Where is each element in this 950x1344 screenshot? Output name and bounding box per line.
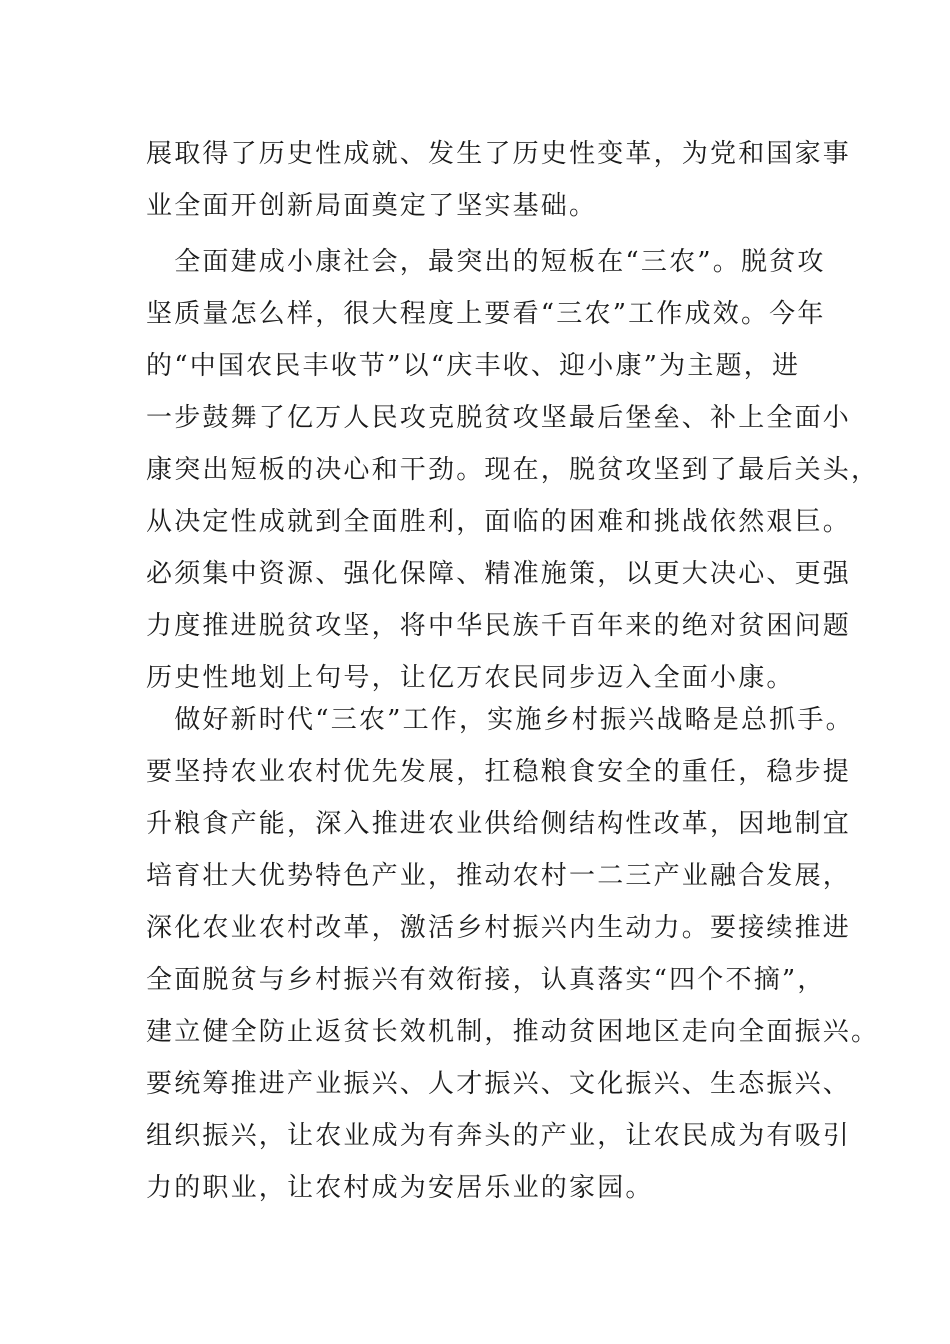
text-line: 必须集中资源、强化保障、精准施策，以更大决心、更强 (146, 559, 852, 589)
paragraph-continuation (146, 128, 852, 232)
text-line: 坚质量怎么样，很大程度上要看“三农”工作成效。今年 (146, 299, 826, 329)
text-line: 历史性地划上句号，让亿万农民同步迈入全面小康。 (146, 663, 795, 693)
text-line: 建立健全防止返贫长效机制，推动贫困地区走向全面振兴。 (146, 1017, 880, 1047)
text-line: 从决定性成就到全面胜利，面临的困难和挑战依然艰巨。 (146, 507, 852, 537)
text-line: 做好新时代“三农”工作，实施乡村振兴战略是总抓手。 (146, 705, 854, 735)
paragraph-three-rural (146, 236, 880, 704)
text-line: 升粮食产能，深入推进农业供给侧结构性改革，因地制宜 (146, 809, 852, 839)
text-line: 组织振兴，让农业成为有奔头的产业，让农民成为有吸引 (146, 1121, 852, 1151)
text-line: 要统筹推进产业振兴、人才振兴、文化振兴、生态振兴、 (146, 1069, 852, 1099)
text-line: 全面建成小康社会，最突出的短板在“三农”。脱贫攻 (146, 247, 826, 277)
text-line: 深化农业农村改革，激活乡村振兴内生动力。要接续推进 (146, 913, 852, 943)
text-line: 一步鼓舞了亿万人民攻克脱贫攻坚最后堡垒、补上全面小 (146, 403, 852, 433)
text-line: 全面脱贫与乡村振兴有效衔接，认真落实“四个不摘”， (146, 965, 826, 995)
text-line: 业全面开创新局面奠定了坚实基础。 (146, 191, 598, 221)
text-line: 展取得了历史性成就、发生了历史性变革，为党和国家事 (146, 139, 852, 169)
paragraph-rural-revitalization (146, 694, 880, 1214)
text-line: 要坚持农业农村优先发展，扛稳粮食安全的重任，稳步提 (146, 757, 852, 787)
text-line: 康突出短板的决心和干劲。现在，脱贫攻坚到了最后关头， (146, 455, 880, 485)
text-line: 培育壮大优势特色产业，推动农村一二三产业融合发展， (146, 861, 852, 891)
text-line: 的“中国农民丰收节”以“庆丰收、迎小康”为主题，进 (146, 351, 801, 381)
text-line: 力度推进脱贫攻坚，将中华民族千百年来的绝对贫困问题 (146, 611, 852, 641)
text-line: 力的职业，让农村成为安居乐业的家园。 (146, 1173, 654, 1203)
